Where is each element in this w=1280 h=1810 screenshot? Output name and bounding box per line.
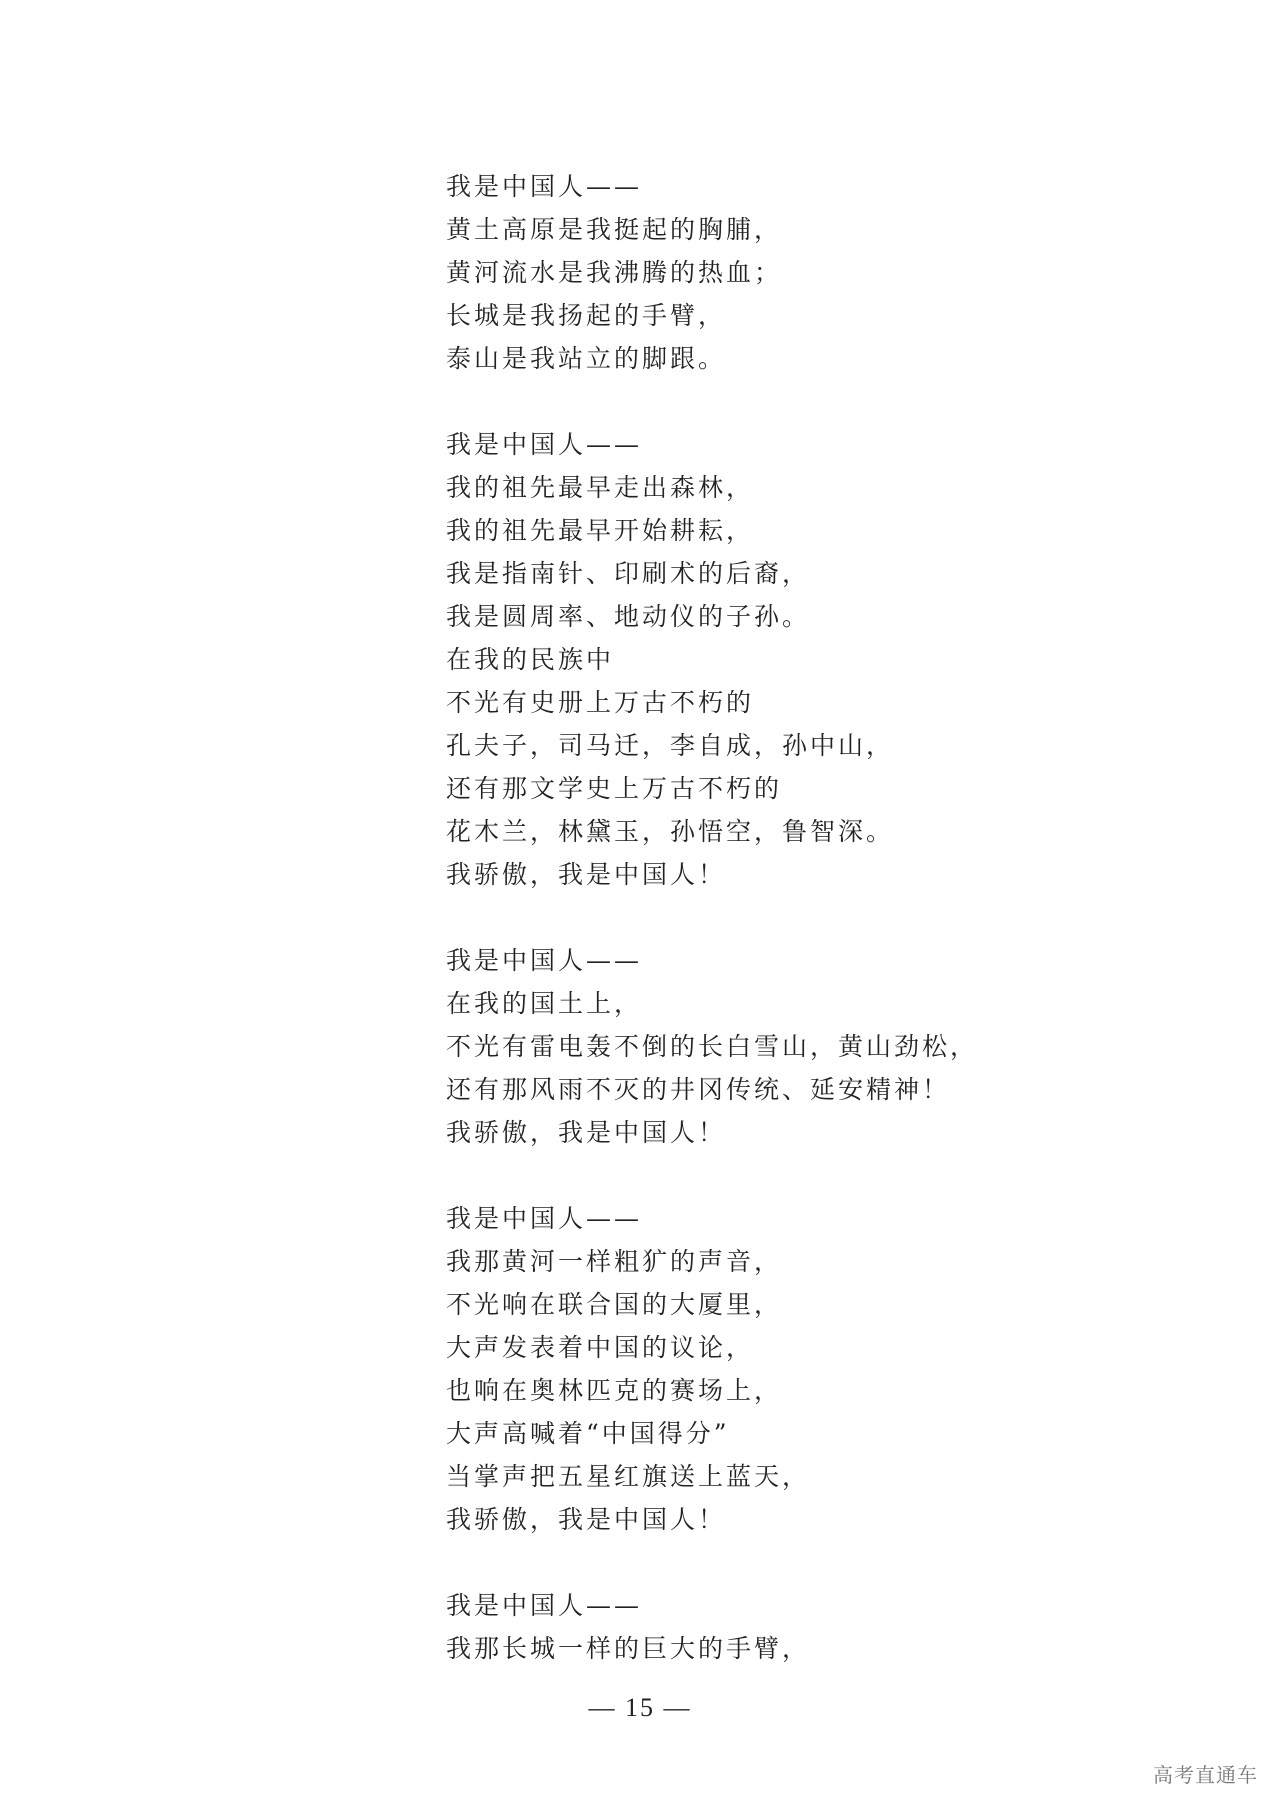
poem-line: 不光响在联合国的大厦里， (446, 1290, 783, 1319)
poem-line: 黄河流水是我沸腾的热血； (446, 258, 783, 287)
poem-line: 泰山是我站立的脚跟。 (446, 344, 727, 373)
poem-line: 孔夫子，司马迁，李自成，孙中山， (446, 731, 895, 760)
poem-line: 我的祖先最早开始耕耘， (446, 516, 755, 545)
poem-line: 当掌声把五星红旗送上蓝天， (446, 1462, 811, 1491)
poem-line: 我的祖先最早走出森林， (446, 473, 755, 502)
poem-line: 黄土高原是我挺起的胸脯， (446, 215, 783, 244)
poem-line: 我是中国人—— (446, 430, 643, 459)
poem-line: 不光有史册上万古不朽的 (446, 688, 755, 717)
poem-line: 不光有雷电轰不倒的长白雪山，黄山劲松， (446, 1032, 979, 1061)
poem-line: 长城是我扬起的手臂， (446, 301, 727, 330)
poem-line: 我是圆周率、地动仪的子孙。 (446, 602, 811, 631)
poem-line: 花木兰，林黛玉，孙悟空，鲁智深。 (446, 817, 895, 846)
poem-line: 大声高喊着“中国得分” (446, 1419, 730, 1448)
poem-line: 我骄傲，我是中国人！ (446, 1118, 727, 1147)
poem-line: 还有那文学史上万古不朽的 (446, 774, 783, 803)
poem-line: 我那黄河一样粗犷的声音， (446, 1247, 783, 1276)
stanza (446, 1197, 1206, 1541)
stanza (446, 939, 1206, 1154)
poem-line: 大声发表着中国的议论， (446, 1333, 755, 1362)
poem-line: 在我的国土上， (446, 989, 643, 1018)
poem-line: 我是中国人—— (446, 172, 643, 201)
stanza (446, 165, 1206, 380)
stanza (446, 1584, 1206, 1670)
poem-line: 还有那风雨不灭的井冈传统、延安精神！ (446, 1075, 951, 1104)
stanza (446, 423, 1206, 896)
poem-line: 我是中国人—— (446, 946, 643, 975)
poem-line: 我骄傲，我是中国人！ (446, 1505, 727, 1534)
watermark-text: 高考直通车 (1153, 1763, 1258, 1787)
poem-line: 在我的民族中 (446, 645, 615, 674)
page-number: — 15 — (588, 1693, 692, 1722)
poem-body (446, 165, 1206, 1713)
poem-line: 我那长城一样的巨大的手臂， (446, 1634, 811, 1663)
poem-line: 我骄傲，我是中国人！ (446, 860, 727, 889)
poem-line: 我是指南针、印刷术的后裔， (446, 559, 811, 588)
poem-line: 也响在奥林匹克的赛场上， (446, 1376, 783, 1405)
poem-line: 我是中国人—— (446, 1591, 643, 1620)
poem-line: 我是中国人—— (446, 1204, 643, 1233)
